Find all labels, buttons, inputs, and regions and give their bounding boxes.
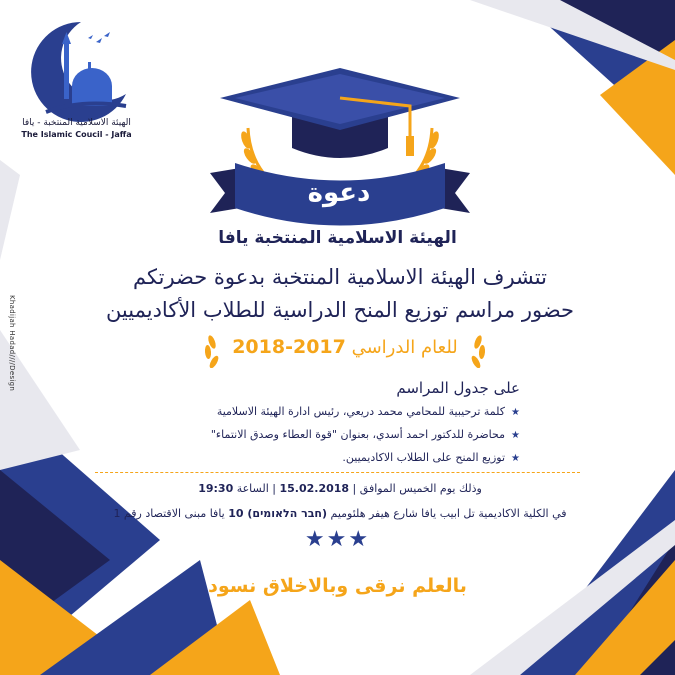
decorative-stars-icon: ★★★ xyxy=(304,527,371,552)
star-bullet-icon: ★ xyxy=(511,453,520,464)
designer-credit: Khadijah Hadad////Design xyxy=(8,295,16,392)
schedule-item-text: توزيع المنح على الطلاب الاكاديميين. xyxy=(342,451,506,464)
star-bullet-icon: ★ xyxy=(511,407,520,418)
logo-arabic-name: الهيئة الاسلامية المنتخبة - يافا xyxy=(22,118,131,128)
academic-year xyxy=(200,332,490,368)
event-address xyxy=(70,507,610,520)
council-name: الهيئة الاسلامية المنتخبة يافا xyxy=(218,228,457,248)
event-time-label: الساعة xyxy=(236,482,269,495)
schedule-item xyxy=(217,405,520,418)
divider xyxy=(95,472,580,473)
schedule-item-text: محاضرة للدكتور احمد أسدي، بعنوان "قوة العطاء وصدق الانتماء" xyxy=(210,428,506,441)
address-prefix: في الكلية الاكاديمية تل ابيب يافا شارع هيفر هلئوميم xyxy=(330,507,567,520)
event-date-time: وذلك يوم الخميس الموافق | 15.02.2018 | الساعة 19:30 xyxy=(198,482,482,495)
address-bold: (חבר הלאומים) 10 xyxy=(228,507,328,520)
academic-year-label: للعام الدراسي xyxy=(351,337,458,358)
schedule-item xyxy=(211,428,520,441)
motto: بالعلم نرقى وبالاخلاق نسود xyxy=(208,575,467,597)
schedule-item xyxy=(342,451,520,464)
schedule-item-text: كلمة ترحيبية للمحامي محمد دريعي، رئيس ادارة الهيئة الاسلامية xyxy=(216,405,506,418)
invitation-title: دعوة xyxy=(307,178,371,208)
event-day-text: وذلك يوم الخميس الموافق xyxy=(359,482,482,495)
intro-line-2: حضور مراسم توزيع المنح الدراسية للطلاب الأكاديميين xyxy=(105,298,575,322)
academic-year-value: 2017-2018 xyxy=(232,336,346,358)
intro-line-1: تتشرف الهيئة الاسلامية المنتخبة بدعوة حضرتكم xyxy=(133,265,547,289)
left-edge-grey xyxy=(0,160,20,260)
star-bullet-icon: ★ xyxy=(511,430,520,441)
schedule-title: على جدول المراسم xyxy=(396,379,520,397)
event-date: 15.02.2018 xyxy=(279,482,350,495)
event-time: 19:30 xyxy=(198,482,234,495)
mosque-logo-icon xyxy=(26,14,136,129)
address-suffix: يافا مبنى الاقتصاد رقم 1 xyxy=(113,507,225,520)
logo-english-name: The Islamic Coucil - Jaffa xyxy=(21,130,132,139)
